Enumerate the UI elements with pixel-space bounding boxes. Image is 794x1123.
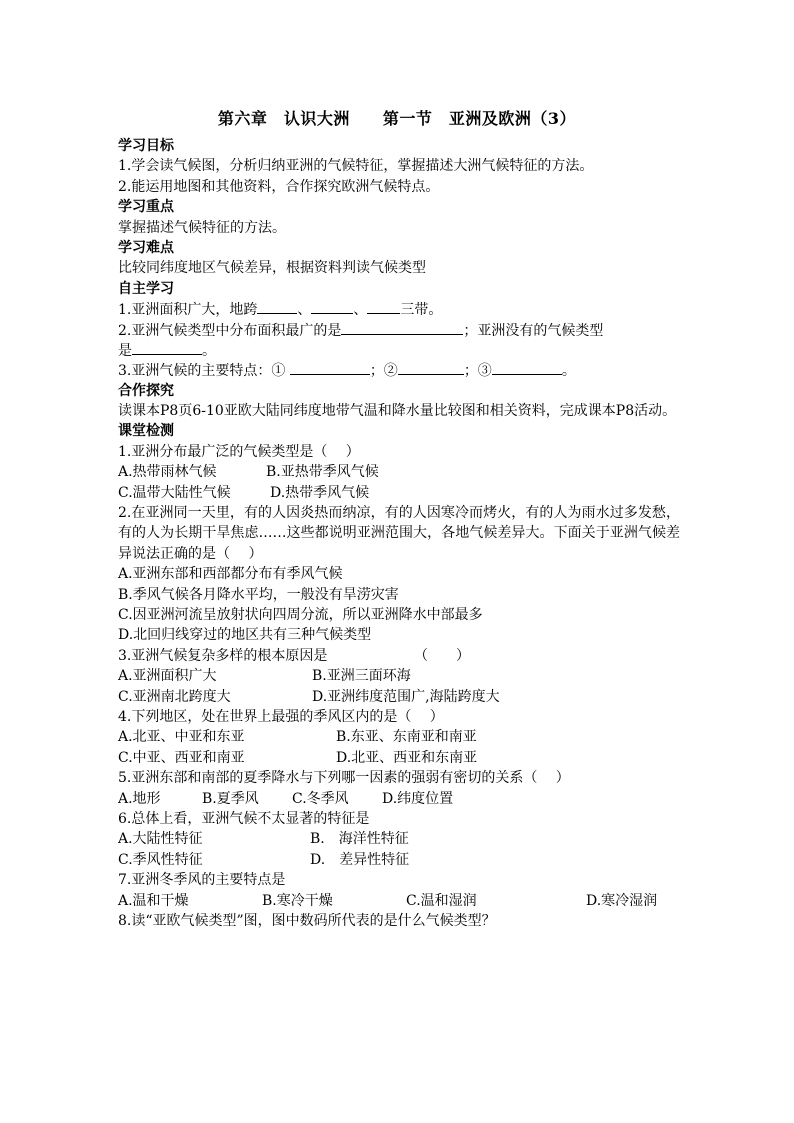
fill-blank[interactable] [492,360,562,375]
question-7: 7.亚洲冬季风的主要特点是 [118,872,286,889]
self-q2-end: 。 [202,342,216,359]
option-a[interactable]: A.大陆性特征 [118,831,203,848]
option-c[interactable]: C.温和湿润 [406,892,477,909]
fill-blank[interactable] [132,340,202,355]
answer-parentheses: （ ） [414,647,470,664]
option-a[interactable]: A.亚洲面积广大 [118,668,217,685]
question-1-options-row2 [118,483,680,503]
option-d[interactable]: D.亚洲纬度范围广,海陆跨度大 [312,688,500,705]
self-q1-sep: 、 [353,302,368,319]
option-c[interactable]: C.亚洲南北跨度大 [118,688,231,705]
option-d[interactable]: D.寒冷湿润 [586,892,658,909]
fill-blank[interactable] [341,320,463,335]
option-b[interactable]: B.东亚、东南亚和南亚 [336,729,477,746]
question-6-options-row1 [118,829,680,849]
option-b[interactable]: B.季风气候各月降水平均，一般没有旱涝灾害 [118,586,399,603]
option-c[interactable]: C.温带大陆性气候 [118,484,231,501]
option-d[interactable]: D.北回归线穿过的地区共有三种气候类型 [118,627,372,644]
question-3-options-row1 [118,666,680,686]
page-title: 第六章 认识大洲 第一节 亚洲及欧洲（3） [217,109,577,128]
self-q1-end: 三带。 [400,302,443,319]
self-q1-sep: 、 [297,302,312,319]
key-point-1: 掌握描述气候特征的方法。 [118,219,286,236]
self-q3-text: 3.亚洲气候的主要特点：① [118,363,286,380]
self-q2-text: ；亚洲没有的气候类型 [463,322,604,339]
question-4-options-row1 [118,727,680,747]
fill-blank[interactable] [311,299,353,314]
fill-blank[interactable] [398,360,464,375]
cooperative-task: 读课本P8页6-10亚欧大陆同纬度地带气温和降水量比较图和相关资料，完成课本P8活动。 [118,403,677,420]
question-3-text: 3.亚洲气候复杂多样的根本原因是 [118,647,328,664]
self-q1-text: 1.亚洲面积广大，地跨 [118,302,258,319]
question-8: 8.读“亚欧气候类型”图，图中数码所代表的是什么气候类型？ [118,912,496,929]
question-7-options [118,891,680,911]
option-b[interactable]: B. 海洋性特征 [310,831,409,848]
question-4-options-row2 [118,748,680,768]
goal-1: 1.学会读气候图，分析归纳亚洲的气候特征，掌握描述大洲气候特征的方法。 [118,158,594,175]
question-3-options-row2 [118,687,680,707]
self-q3-text: ；③ [463,363,492,380]
option-d[interactable]: D.北亚、西亚和东南亚 [336,749,478,766]
option-b[interactable]: B.亚洲三面环海 [312,668,411,685]
fill-blank[interactable] [367,299,400,314]
question-3 [118,646,680,666]
question-2: 2.在亚洲同一天里，有的人因炎热而纳凉，有的人因寒冷而烤火，有的人为雨水过多发愁，有的人为长期干旱焦虑……这些都说明亚洲范围大，各地气候差异大。下面关于亚洲气候差异说法正确的是（ ） [118,505,680,562]
option-d[interactable]: D.热带季风气候 [270,484,370,501]
option-c[interactable]: C.中亚、西亚和南亚 [118,749,245,766]
option-a[interactable]: A.亚洲东部和西部都分布有季风气候 [118,566,343,583]
question-6-options-row2 [118,850,680,870]
question-1-options-row1 [118,462,680,482]
worksheet-content [118,136,680,931]
option-a[interactable]: A.热带雨林气候 [118,464,217,481]
heading-learning-goals: 学习目标 [118,138,174,154]
option-a[interactable]: A.温和干燥 [118,892,189,909]
option-a[interactable]: A.地形 [118,790,161,807]
self-study-q2-cont [118,340,680,360]
heading-cooperative-inquiry: 合作探究 [118,382,174,399]
question-4: 4.下列地区，处在世界上最强的季风区内的是（ ） [118,709,444,725]
self-q2-text: 是 [118,342,132,359]
option-b[interactable]: B.寒冷干燥 [262,892,333,909]
fill-blank[interactable] [290,360,370,375]
heading-key-points: 学习重点 [118,199,174,216]
self-study-q2 [118,320,680,340]
fill-blank[interactable] [257,299,297,314]
question-1: 1.亚洲分布最广泛的气候类型是（ ） [118,443,360,460]
self-q3-end: 。 [561,363,576,380]
heading-difficulties: 学习难点 [118,239,174,256]
option-a[interactable]: A.北亚、中亚和东亚 [118,729,245,746]
heading-class-check: 课堂检测 [118,423,174,440]
self-q3-text: ；② [369,363,398,380]
option-b[interactable]: B.夏季风 [202,790,259,807]
option-b[interactable]: B.亚热带季风气候 [266,464,379,481]
option-c[interactable]: C.冬季风 [292,790,349,807]
option-d[interactable]: D. 差异性特征 [310,851,410,868]
option-d[interactable]: D.纬度位置 [382,790,454,807]
option-c[interactable]: C.季风性特征 [118,851,203,868]
question-5: 5.亚洲东部和南部的夏季降水与下列哪一因素的强弱有密切的关系（ ） [118,770,570,787]
goal-2: 2.能运用地图和其他资料，合作探究欧洲气候特点。 [118,178,440,195]
option-c[interactable]: C.因亚洲河流呈放射状向四周分流，所以亚洲降水中部最多 [118,607,483,624]
self-q2-text: 2.亚洲气候类型中分布面积最广的是 [118,322,342,339]
self-study-q1 [118,299,680,319]
self-study-q3 [118,360,680,380]
heading-self-study: 自主学习 [118,280,174,297]
difficulty-1: 比较同纬度地区气候差异，根据资料判读气候类型 [118,260,426,277]
question-5-options [118,789,680,809]
question-6: 6.总体上看，亚洲气候不太显著的特征是 [118,810,370,827]
